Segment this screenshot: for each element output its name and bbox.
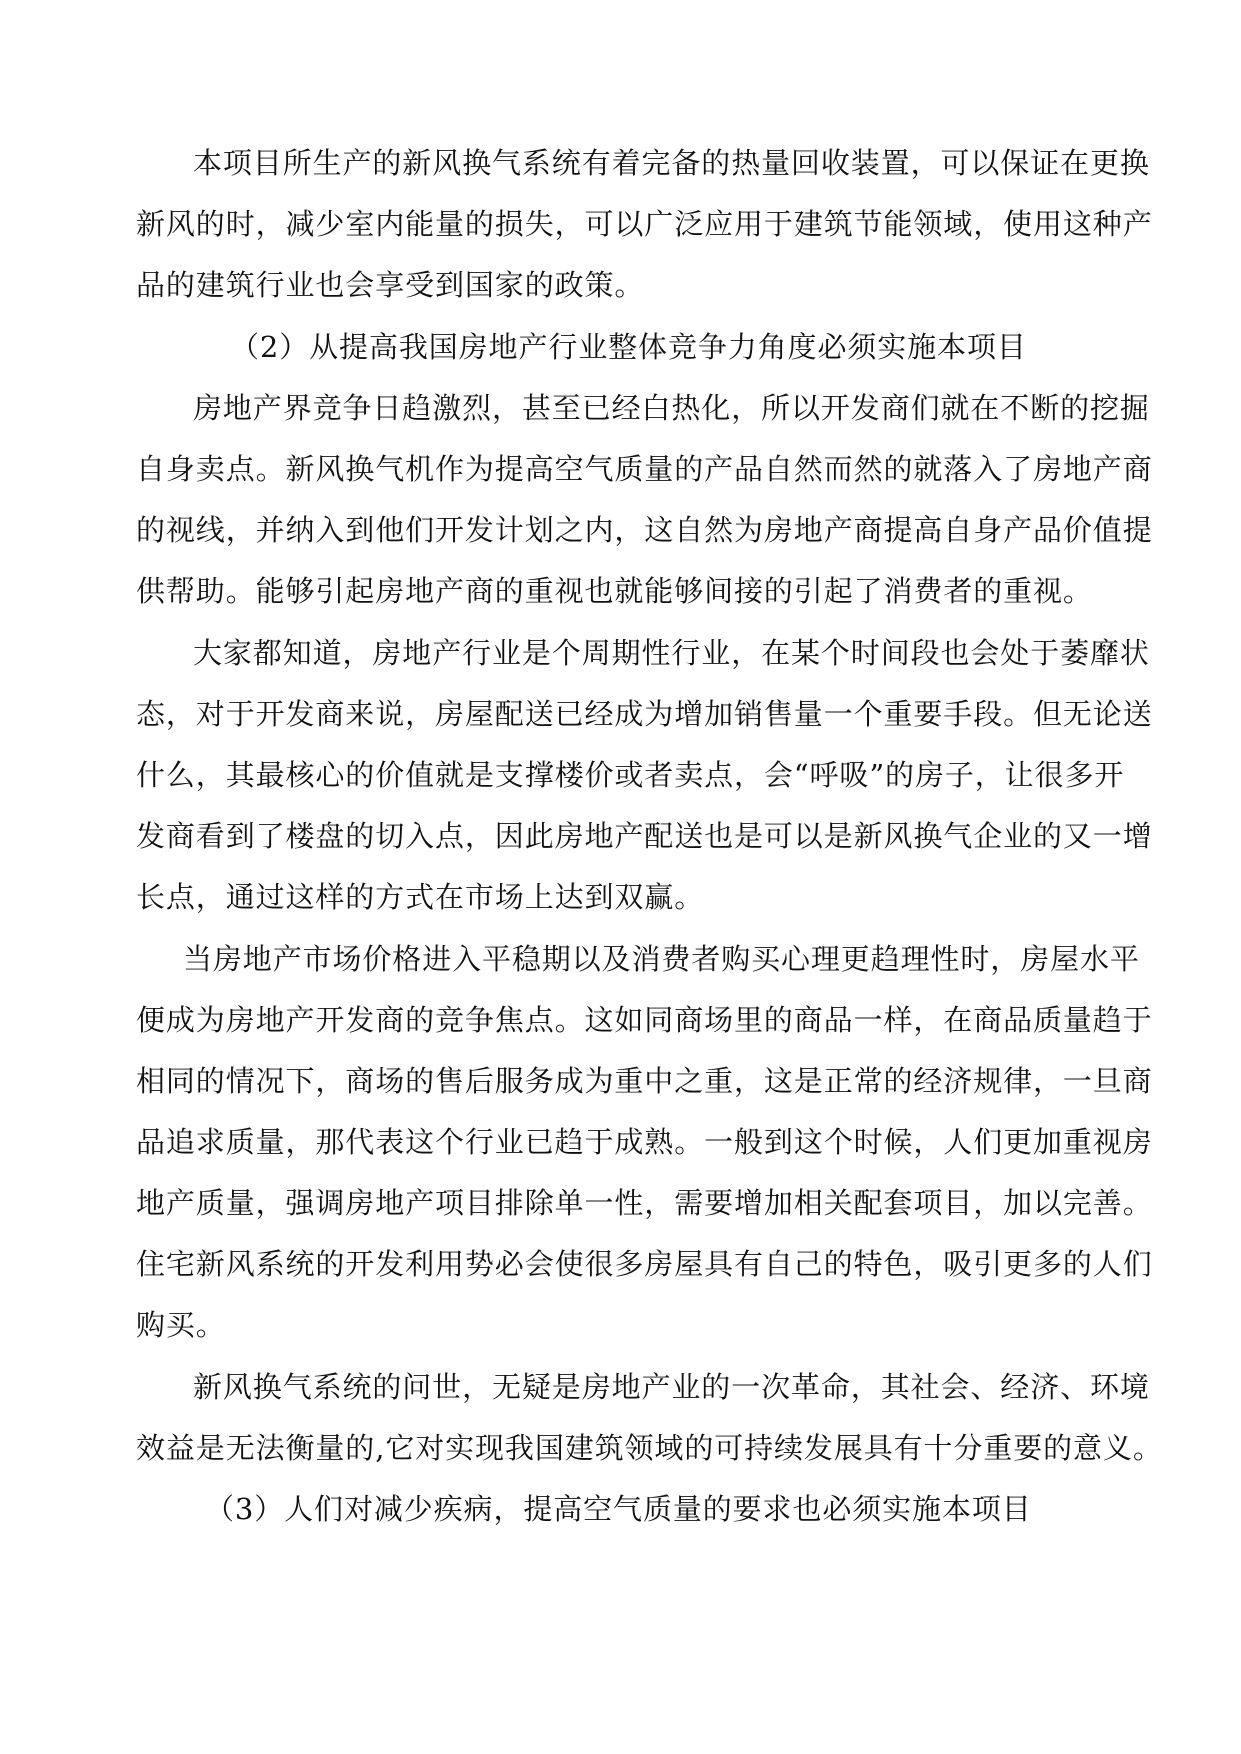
paragraph-3-line-3: 什么，其最核心的价值就是支撑楼价或者卖点，会“呼吸”的房子，让很多开 — [136, 758, 1125, 792]
paragraph-5-line-1: 新风换气系统的问世，无疑是房地产业的一次革命，其社会、经济、环境 — [193, 1370, 1150, 1404]
paragraph-3-line-4: 发商看到了楼盘的切入点，因此房地产配送也是可以是新风换气企业的又一增 — [136, 819, 1153, 853]
paragraph-2-line-1: 房地产界竞争日趋激烈，甚至已经白热化，所以开发商们就在不断的挖掘 — [193, 391, 1150, 425]
paragraph-4-line-5: 地产质量，强调房地产项目排除单一性，需要增加相关配套项目，加以完善。 — [136, 1186, 1153, 1220]
paragraph-1-line-2: 新风的时，减少室内能量的损失，可以广泛应用于建筑节能领域，使用这种产 — [136, 207, 1153, 241]
paragraph-4-line-7: 购买。 — [136, 1308, 226, 1342]
paragraph-1-line-1: 本项目所生产的新风换气系统有着完备的热量回收装置，可以保证在更换 — [193, 146, 1150, 180]
paragraph-2-line-2: 自身卖点。新风换气机作为提高空气质量的产品自然而然的就落入了房地产商 — [136, 452, 1153, 486]
paragraph-4-line-4: 品追求质量，那代表这个行业已趋于成熟。一般到这个时候，人们更加重视房 — [136, 1125, 1153, 1159]
paragraph-3-line-5: 长点，通过这样的方式在市场上达到双赢。 — [136, 880, 705, 914]
paragraph-4-line-6: 住宅新风系统的开发利用势必会使很多房屋具有自己的特色，吸引更多的人们 — [136, 1247, 1153, 1281]
paragraph-1-line-3: 品的建筑行业也会享受到国家的政策。 — [136, 268, 645, 302]
paragraph-3-line-2: 态，对于开发商来说，房屋配送已经成为增加销售量一个重要手段。但无论送 — [136, 697, 1153, 731]
paragraph-2-line-3: 的视线，并纳入到他们开发计划之内，这自然为房地产商提高自身产品价值提 — [136, 513, 1153, 547]
paragraph-3-line-1: 大家都知道，房地产行业是个周期性行业，在某个时间段也会处于萎靡状 — [193, 636, 1150, 670]
paragraph-4-line-1: 当房地产市场价格进入平稳期以及消费者购买心理更趋理性时，房屋水平 — [183, 942, 1140, 976]
paragraph-4-line-3: 相同的情况下，商场的售后服务成为重中之重，这是正常的经济规律，一旦商 — [136, 1064, 1153, 1098]
section-heading-3: （3）人们对减少疾病，提高空气质量的要求也必须实施本项目 — [205, 1492, 1032, 1526]
paragraph-2-line-4: 供帮助。能够引起房地产商的重视也就能够间接的引起了消费者的重视。 — [136, 574, 1093, 608]
paragraph-4-line-2: 便成为房地产开发商的竞争焦点。这如同商场里的商品一样，在商品质量趋于 — [136, 1003, 1153, 1037]
section-heading-2: （2）从提高我国房地产行业整体竞争力角度必须实施本项目 — [230, 330, 1027, 364]
paragraph-5-line-2: 效益是无法衡量的,它对实现我国建筑领域的可持续发展具有十分重要的意义。 — [136, 1431, 1163, 1465]
